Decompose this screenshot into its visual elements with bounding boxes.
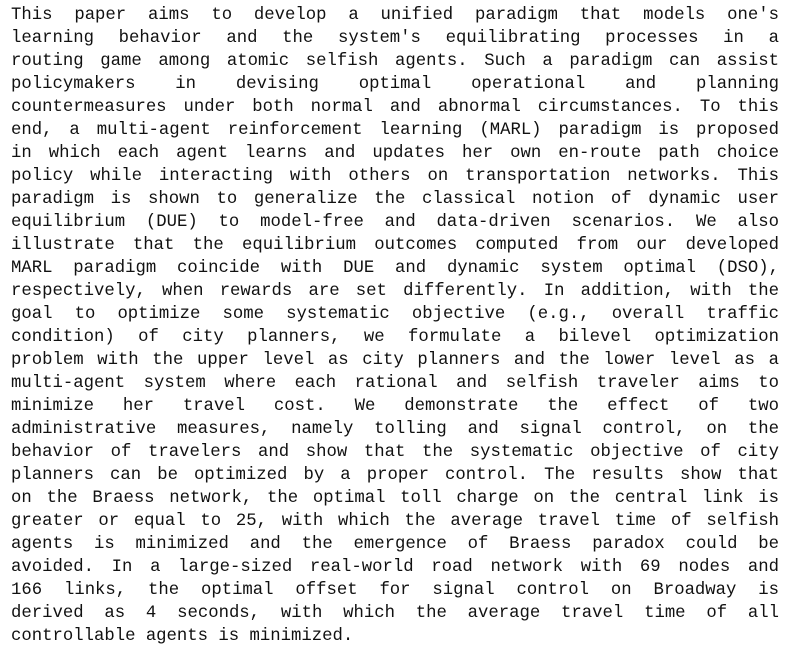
abstract-line-13: respectively, when rewards are set differently. In addition, with the [11,282,779,301]
abstract-line-2: learning behavior and the system's equilibrating processes in a [11,29,779,48]
abstract-line-24: agents is minimized and the emergence of Braess paradox could be [11,535,779,554]
abstract-line-9: paradigm is shown to generalize the classical notion of dynamic user [11,190,779,209]
abstract-line-15: condition) of city planners, we formulate a bilevel optimization [11,328,779,347]
abstract-line-18: minimize her travel cost. We demonstrate the effect of two [11,397,779,416]
abstract-line-4: policymakers in devising optimal operational and planning [11,75,779,94]
abstract-line-3: routing game among atomic selfish agents. Such a paradigm can assist [11,52,779,71]
abstract-line-27: derived as 4 seconds, with which the average travel time of all [11,604,779,623]
abstract-line-10: equilibrium (DUE) to model-free and data-driven scenarios. We also [11,213,779,232]
abstract-line-14: goal to optimize some systematic objective (e.g., overall traffic [11,305,779,324]
abstract-line-23: greater or equal to 25, with which the average travel time of selfish [11,512,779,531]
abstract-line-11: illustrate that the equilibrium outcomes computed from our developed [11,236,779,255]
abstract-line-16: problem with the upper level as city planners and the lower level as a [11,351,779,370]
abstract-line-7: in which each agent learns and updates her own en-route path choice [11,144,779,163]
abstract-line-12: MARL paradigm coincide with DUE and dynamic system optimal (DSO), [11,259,779,278]
abstract-line-1: This paper aims to develop a unified paradigm that models one's [11,6,779,25]
abstract-line-26: 166 links, the optimal offset for signal control on Broadway is [11,581,779,600]
abstract-line-25: avoided. In a large-sized real-world road network with 69 nodes and [11,558,779,577]
abstract-line-17: multi-agent system where each rational and selfish traveler aims to [11,374,779,393]
abstract-line-21: planners can be optimized by a proper control. The results show that [11,466,779,485]
abstract-text [11,4,779,648]
abstract-line-6: end, a multi-agent reinforcement learning (MARL) paradigm is proposed [11,121,779,140]
abstract-line-19: administrative measures, namely tolling and signal control, on the [11,420,779,439]
abstract-line-5: countermeasures under both normal and abnormal circumstances. To this [11,98,779,117]
abstract-line-8: policy while interacting with others on transportation networks. This [11,167,779,186]
abstract-line-20: behavior of travelers and show that the systematic objective of city [11,443,779,462]
abstract-line-22: on the Braess network, the optimal toll charge on the central link is [11,489,779,508]
abstract-line-28: controllable agents is minimized. [11,627,354,646]
